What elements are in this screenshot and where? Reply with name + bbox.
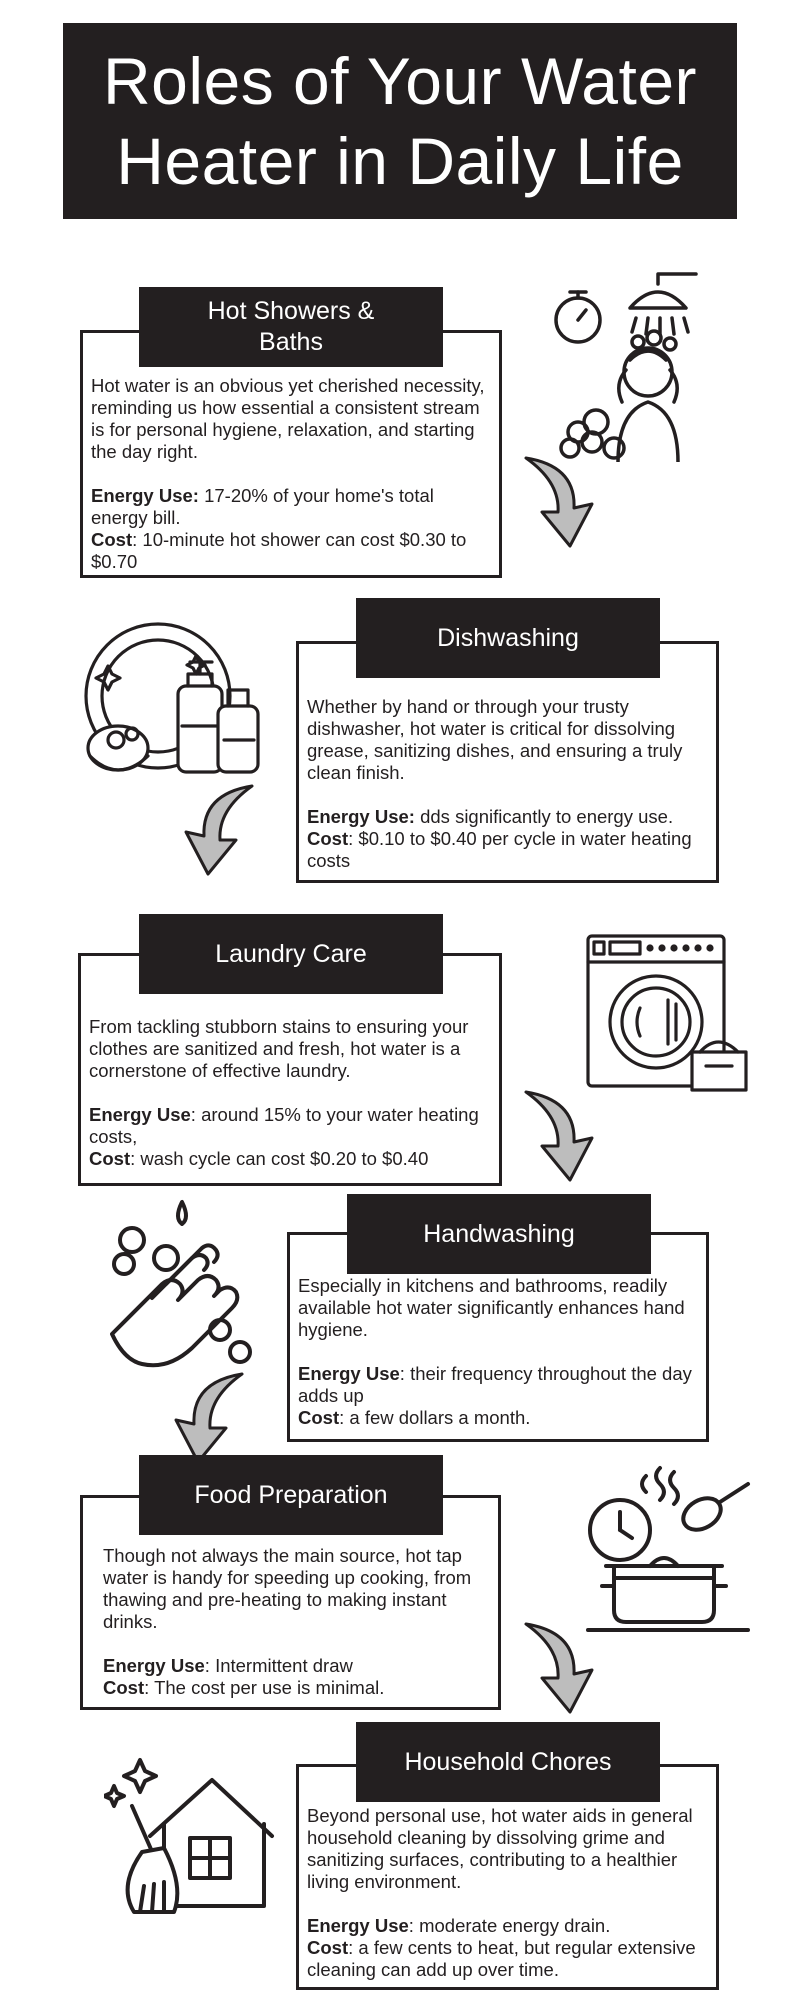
heading-text: Dishwashing (437, 623, 579, 652)
house-cleaning-icon (104, 1756, 276, 1916)
arrow-down-icon (520, 1618, 604, 1718)
energy-use-line (89, 1104, 491, 1148)
section-description: Whether by hand or through your trusty dishwasher, hot water is critical for dissolving grease, sanitizing dishes, and ensuring a truly clean finish. (307, 696, 683, 783)
section-heading-food-preparation (139, 1455, 443, 1535)
cost-line (307, 828, 708, 872)
section-body (103, 1545, 490, 1699)
heading-text: Food Preparation (194, 1480, 388, 1509)
section-heading-household-chores (356, 1722, 660, 1802)
heading-line-2: Baths (259, 328, 323, 356)
energy-text: : moderate energy drain. (408, 1915, 611, 1936)
arrow-down-icon (520, 1086, 604, 1186)
energy-text: dds significantly to energy use. (414, 806, 674, 827)
cooking-pot-icon (584, 1462, 754, 1632)
arrow-down-icon (520, 452, 604, 552)
cost-line (91, 529, 491, 573)
cost-text: : a few dollars a month. (339, 1407, 531, 1428)
section-body (91, 375, 491, 573)
energy-use-line (298, 1363, 698, 1407)
section-heading-hot-showers (139, 287, 443, 367)
energy-text: 17-20% of your home's total energy bill. (91, 485, 434, 528)
section-description: From tackling stubborn stains to ensuring your clothes are sanitized and fresh, hot water is a cornerstone of effective laundry. (89, 1016, 469, 1081)
heading-line-1: Hot Showers & (207, 297, 375, 325)
section-heading-handwashing (347, 1194, 651, 1274)
cost-label: Cost (91, 529, 133, 550)
cost-label: Cost (103, 1677, 145, 1698)
arrow-down-icon (164, 1368, 248, 1468)
dishes-icon (78, 616, 268, 776)
cost-line (298, 1407, 698, 1429)
cost-text: : 10-minute hot shower can cost $0.30 to $0.70 (91, 529, 467, 572)
cost-text: : wash cycle can cost $0.20 to $0.40 (130, 1148, 429, 1169)
energy-use-line (91, 485, 491, 529)
cost-label: Cost (298, 1407, 340, 1428)
heading-text: Handwashing (423, 1219, 575, 1248)
page-title (63, 23, 737, 219)
heading-text: Laundry Care (215, 939, 367, 968)
energy-label: Energy Use: (91, 485, 199, 506)
cost-label: Cost (307, 828, 349, 849)
arrow-down-icon (174, 780, 258, 880)
section-heading-dishwashing (356, 598, 660, 678)
section-description: Beyond personal use, hot water aids in general household cleaning by dissolving grime and sanitizing surfaces, contributing to a healthier living environment. (307, 1805, 693, 1892)
energy-label: Energy Use: (307, 806, 415, 827)
cost-text: : $0.10 to $0.40 per cycle in water heating costs (307, 828, 692, 871)
section-body (307, 1805, 708, 1981)
energy-text: : around 15% to your water heating costs, (89, 1104, 479, 1147)
cost-text: : The cost per use is minimal. (144, 1677, 385, 1698)
heading-text: Household Chores (404, 1747, 612, 1776)
cost-line (103, 1677, 490, 1699)
energy-text: : their frequency throughout the day adds up (298, 1363, 692, 1406)
cost-label: Cost (307, 1937, 349, 1958)
energy-label: Energy Use (103, 1655, 205, 1676)
section-body (307, 696, 708, 872)
title-line-1: Roles of Your Water (102, 44, 698, 118)
section-description: Especially in kitchens and bathrooms, readily available hot water significantly enhances hand hygiene. (298, 1275, 685, 1340)
section-heading-laundry (139, 914, 443, 994)
shower-person-icon (548, 262, 708, 462)
energy-label: Energy Use (89, 1104, 191, 1125)
cost-line (89, 1148, 491, 1170)
washing-hands-icon (102, 1198, 252, 1374)
section-body (298, 1275, 698, 1429)
energy-use-line (103, 1655, 490, 1677)
section-card-hot-showers (80, 330, 502, 578)
section-description: Hot water is an obvious yet cherished necessity, reminding us how essential a consistent stream is for personal hygiene, relaxation, and starting the day right. (91, 375, 485, 462)
energy-use-line (307, 806, 708, 828)
energy-label: Energy Use (298, 1363, 400, 1384)
energy-use-line (307, 1915, 708, 1937)
washing-machine-icon (584, 932, 750, 1094)
section-body (89, 1016, 491, 1170)
cost-line (307, 1937, 708, 1981)
cost-text: : a few cents to heat, but regular extensive cleaning can add up over time. (307, 1937, 696, 1980)
title-line-2: Heater in Daily Life (116, 124, 684, 198)
energy-text: : Intermittent draw (204, 1655, 353, 1676)
energy-label: Energy Use (307, 1915, 409, 1936)
section-description: Though not always the main source, hot tap water is handy for speeding up cooking, from thawing and pre-heating to making instant drinks. (103, 1545, 472, 1632)
cost-label: Cost (89, 1148, 131, 1169)
